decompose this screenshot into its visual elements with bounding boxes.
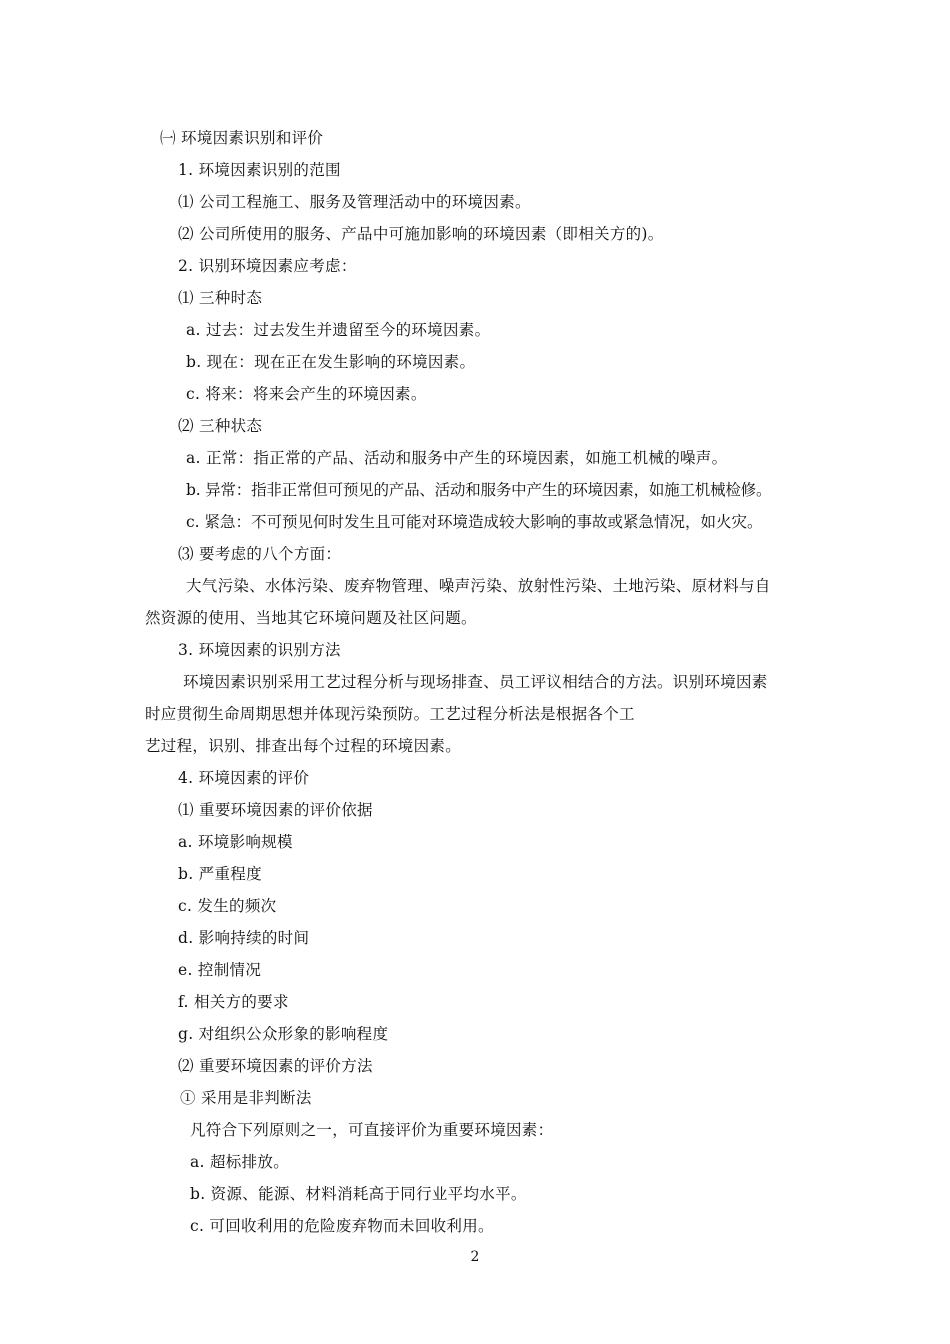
- list-item: ① 采用是非判断法: [180, 1089, 312, 1107]
- subsection-heading: 4. 环境因素的评价: [178, 769, 310, 787]
- paragraph-line: 环境因素识别采用工艺过程分析与现场排查、员工评议相结合的方法。识别环境因素: [183, 673, 768, 691]
- list-item: c. 发生的频次: [178, 897, 277, 915]
- list-item: b. 异常：指非正常但可预见的产品、活动和服务中产生的环境因素，如施工机械检修。: [186, 481, 772, 499]
- list-item: ⑵ 重要环境因素的评价方法: [178, 1057, 373, 1075]
- paragraph-line: 然资源的使用、当地其它环境问题及社区问题。: [145, 609, 477, 627]
- list-item: a. 正常：指正常的产品、活动和服务中产生的环境因素，如施工机械的噪声。: [186, 449, 728, 467]
- list-item: b. 严重程度: [178, 865, 262, 883]
- paragraph-line: 时应贯彻生命周期思想并体现污染预防。工艺过程分析法是根据各个工: [145, 705, 635, 723]
- list-item: c. 将来：将来会产生的环境因素。: [186, 385, 427, 403]
- list-item: ⑶ 要考虑的八个方面：: [178, 545, 342, 563]
- list-item: c. 可回收利用的危险废弃物而未回收利用。: [190, 1217, 494, 1235]
- list-item: ⑵ 公司所使用的服务、产品中可施加影响的环境因素（即相关方的)。: [178, 225, 664, 243]
- list-item: d. 影响持续的时间: [178, 929, 310, 947]
- list-item: a. 过去：过去发生并遗留至今的环境因素。: [186, 321, 491, 339]
- list-item: a. 环境影响规模: [178, 833, 293, 851]
- paragraph-line: 凡符合下列原则之一，可直接评价为重要环境因素：: [190, 1121, 554, 1139]
- list-item: ⑴ 三种时态: [178, 289, 263, 307]
- page-number: 2: [470, 1249, 480, 1265]
- list-item: ⑵ 三种状态: [178, 417, 263, 435]
- paragraph-line: 艺过程，识别、排查出每个过程的环境因素。: [145, 737, 462, 755]
- subsection-heading: 2. 识别环境因素应考虑：: [178, 257, 357, 275]
- list-item: b. 现在：现在正在发生影响的环境因素。: [186, 353, 476, 371]
- list-item: ⑴ 重要环境因素的评价依据: [178, 801, 373, 819]
- subsection-heading: 1. 环境因素识别的范围: [178, 161, 341, 179]
- list-item: ⑴ 公司工程施工、服务及管理活动中的环境因素。: [178, 193, 531, 211]
- section-heading: ㈠ 环境因素识别和评价: [160, 129, 324, 147]
- list-item: c. 紧急：不可预见何时发生且可能对环境造成较大影响的事故或紧急情况，如火灾。: [186, 513, 763, 531]
- subsection-heading: 3. 环境因素的识别方法: [178, 641, 341, 659]
- list-item: e. 控制情况: [178, 961, 262, 979]
- list-item: f. 相关方的要求: [178, 993, 289, 1011]
- list-item: a. 超标排放。: [190, 1153, 289, 1171]
- paragraph-line: 大气污染、水体污染、废弃物管理、噪声污染、放射性污染、土地污染、原材料与自: [186, 577, 771, 595]
- list-item: g. 对组织公众形象的影响程度: [178, 1025, 389, 1043]
- list-item: b. 资源、能源、材料消耗高于同行业平均水平。: [190, 1185, 527, 1203]
